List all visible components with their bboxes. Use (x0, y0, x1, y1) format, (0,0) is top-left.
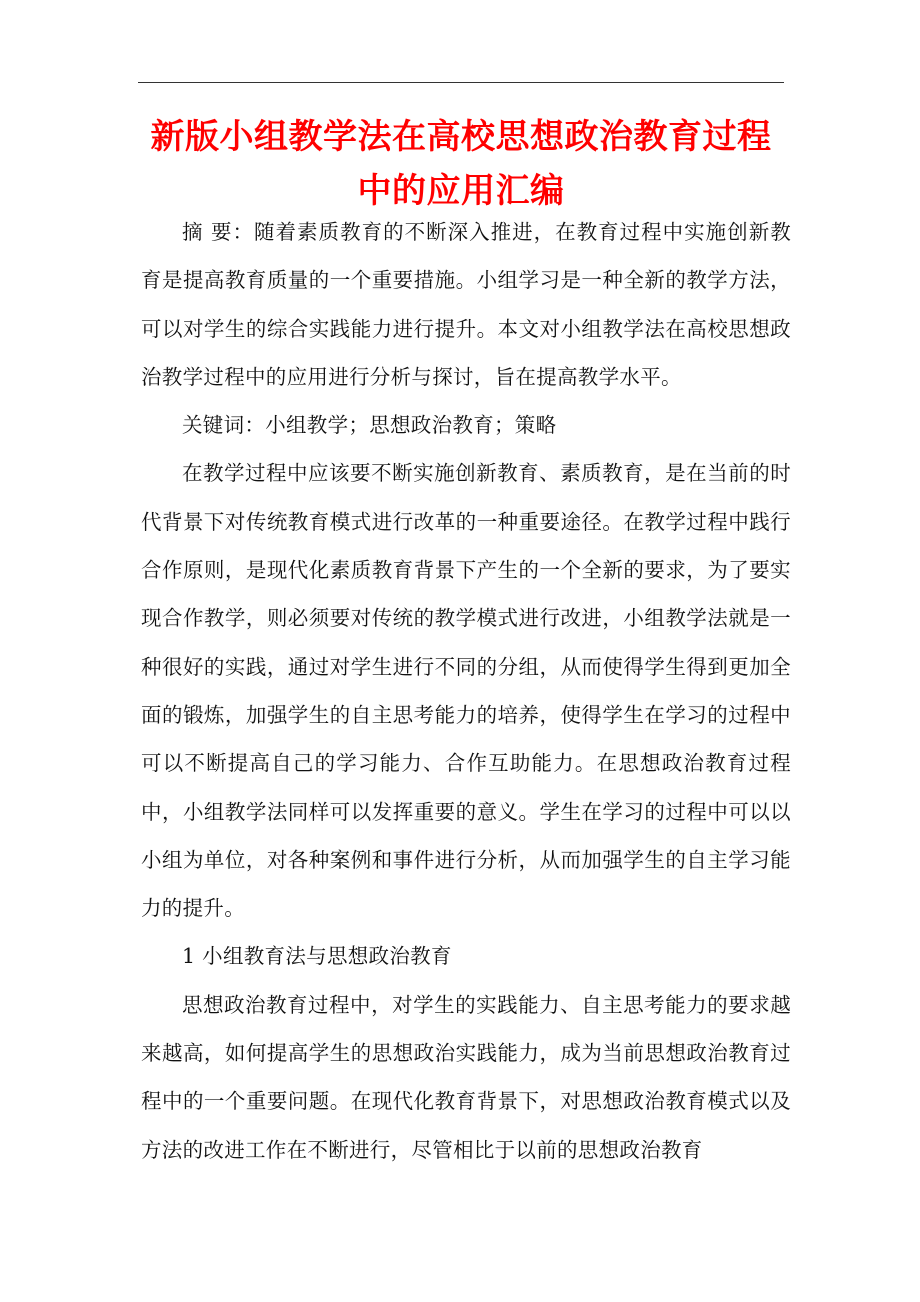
keywords-paragraph: 关键词：小组教学；思想政治教育；策略 (182, 413, 557, 438)
title-line-1: 新版小组教学法在高校思想政治教育过程 (150, 117, 772, 157)
document-body (141, 208, 791, 1174)
section-heading: 1 小组教育法与思想政治教育 (182, 944, 452, 969)
title-line-2: 中的应用汇编 (357, 171, 565, 211)
intro-paragraph: 在教学过程中应该要不断实施创新教育、素质教育，是在当前的时代背景下对传统教育模式进行改革的一种重要途径。在教学过程中践行合作原则，是现代化素质教育背景下产生的一个全新的要求，为了要实现合作教学，则必须要对传统的教学模式进行改进，小组教学法就是一种很好的实践，通过对学生进行不同的分组，从而使得学生得到更加全面的锻炼，加强学生的自主思考能力的培养，使得学生在学习的过程中可以不断提高自己的学习能力、合作互助能力。在思想政治教育过程中，小组教学法同样可以发挥重要的意义。学生在学习的过程中可以以小组为单位，对各种案例和事件进行分析，从而加强学生的自主学习能力的提升。 (141, 461, 791, 921)
abstract-paragraph: 摘 要：随着素质教育的不断深入推进，在教育过程中实施创新教育是提高教育质量的一个重要措施。小组学习是一种全新的教学方法，可以对学生的综合实践能力进行提升。本文对小组教学法在高校思想政治教学过程中的应用进行分析与探讨，旨在提高教学水平。 (141, 220, 791, 389)
section-paragraph: 思想政治教育过程中，对学生的实践能力、自主思考能力的要求越来越高，如何提高学生的思想政治实践能力，成为当前思想政治教育过程中的一个重要问题。在现代化教育背景下，对思想政治教育模式以及方法的改进工作在不断进行，尽管相比于以前的思想政治教育 (141, 992, 791, 1162)
document-title (138, 110, 784, 218)
header-rule (138, 82, 784, 83)
